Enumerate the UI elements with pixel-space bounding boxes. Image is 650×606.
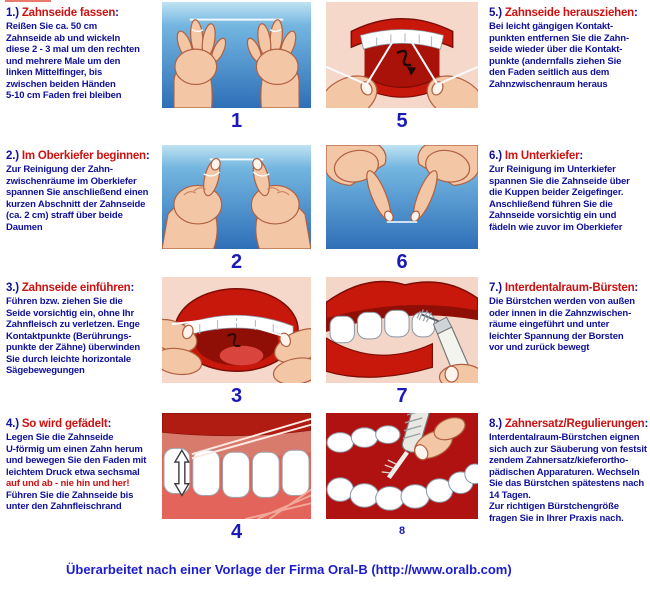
step-7-instructions: [480, 275, 650, 411]
figure-panel-7: [318, 275, 480, 411]
step-number: 5.): [489, 7, 502, 19]
step-number: 8.): [489, 418, 502, 430]
step-5-instructions: [480, 0, 650, 143]
step-title: Im Unterkiefer: [504, 150, 580, 162]
figure-number: 2: [230, 251, 243, 273]
instruction-line: Zur Reinigung der Zahn-: [6, 164, 113, 175]
instruction-line: 14 Tagen.: [489, 489, 531, 501]
figure-number: 8: [398, 525, 406, 537]
instruction-line: unter den Zahnfleischrand: [6, 501, 122, 512]
hands-floss-wrapped-illustration: [162, 2, 311, 108]
step-number: 4.): [6, 418, 19, 430]
instruction-line: fädeln wie zuvor im Oberkiefer: [489, 221, 623, 233]
step-8-instructions: [480, 411, 650, 556]
tooth-floss-updown-arrow-illustration: [162, 413, 311, 519]
figure-number: 5: [396, 110, 408, 132]
step-title: Zahnersatz/Regulierungen: [504, 418, 645, 430]
instruction-line: vor und zurück bewegt: [489, 342, 590, 353]
figure-number: 4: [230, 521, 243, 543]
step-1-instructions: [0, 0, 160, 143]
figure-panel-3: [160, 275, 318, 411]
instruction-line: zwischen beiden Händen: [6, 78, 116, 90]
instruction-line: zendem Zahnersatz/kieferortho-: [489, 455, 629, 466]
instruction-line: Führen bzw. ziehen Sie die: [6, 296, 123, 307]
instruction-line: Legen Sie die Zahnseide: [6, 432, 114, 443]
instruction-line: Interdentalraum-Bürstchen eignen: [489, 432, 640, 443]
step-2-heading: 2.) Im Oberkiefer beginnen:: [6, 150, 150, 162]
step-4-instructions: [0, 411, 160, 556]
instruction-line: Zur Reinigung im Unterkiefer: [489, 164, 616, 175]
tongue: [220, 346, 264, 366]
instruction-line: punkte der Zähne) überwinden: [6, 342, 141, 353]
instruction-line: sich auch zur Säuberung von festsit: [489, 443, 647, 455]
step-6-heading: 6.) Im Unterkiefer:: [489, 150, 584, 162]
instruction-line: leichtem Druck etwa sechsmal: [6, 466, 140, 478]
step-title: Zahnseide fassen: [21, 7, 116, 19]
instruction-line: Zur richtigen Bürstchengröße: [489, 501, 619, 512]
instruction-line: zwischenräume im Oberkiefer: [6, 175, 137, 187]
instruction-line: Die Bürstchen werden von außen: [489, 296, 635, 307]
instruction-line: 5-10 cm Faden frei bleiben: [6, 90, 122, 101]
figure-panel-1: [160, 0, 318, 143]
instruction-line: und bewegen Sie den Faden mit: [6, 455, 147, 466]
figure-number: 6: [396, 251, 408, 273]
step-7-heading: 7.) Interdentalraum-Bürsten:: [489, 282, 639, 294]
thumbs-floss-stretched-illustration: [162, 145, 311, 249]
instruction-line: oder innen in die Zahnzwischen-: [489, 307, 632, 319]
step-3-heading: 3.) Zahnseide einführen:: [6, 282, 135, 294]
step-title: Interdentalraum-Bürsten: [504, 282, 635, 294]
instruction-line: räume eingeführt und unter: [489, 319, 610, 330]
step-number: 2.): [6, 150, 19, 162]
step-number: 7.): [489, 282, 502, 294]
step-title: Im Oberkiefer beginnen: [21, 150, 146, 162]
step-1-heading: 1.) Zahnseide fassen:: [6, 7, 119, 19]
step-title: Zahnseide einführen: [21, 282, 131, 294]
instruction-line: Zahnseide ab und wickeln: [6, 32, 121, 44]
instruction-line: spannen Sie die Zahnseide über: [489, 175, 630, 187]
instruction-line: seide wieder über die Kontakt-: [489, 44, 623, 55]
instruction-line: Daumen: [6, 221, 43, 233]
instruction-line: kurzen Abschnitt der Zahnseide: [6, 198, 146, 210]
figure-panel-6: [318, 143, 480, 275]
instruction-line: diese 2 - 3 mal um den rechten: [6, 44, 140, 55]
figure-number: 7: [396, 385, 408, 407]
step-title: Zahnseide herausziehen: [504, 7, 634, 19]
step-4-heading: 4.) So wird gefädelt:: [6, 418, 112, 430]
instruction-line: Seide vorsichtig ein, ohne Ihr: [6, 307, 134, 319]
instruction-line: Reißen Sie ca. 50 cm: [6, 21, 97, 32]
instruction-line: Anschließend führen Sie die: [489, 198, 613, 210]
figure-number: 3: [230, 385, 243, 407]
instruction-line: U-förmig um einen Zahn herum: [6, 443, 143, 455]
attribution-footer: Überarbeitet nach einer Vorlage der Firma Oral-B (http://www.oralb.com): [66, 562, 512, 577]
instruction-line: Kontaktpunkte (Berührungs-: [6, 330, 132, 342]
instruction-line: Sägebewegungen: [6, 365, 85, 376]
instruction-line: Sie das Bürstchen spätestens nach: [489, 478, 645, 489]
instruction-line: und mehrere Male um den: [6, 55, 121, 67]
instruction-line: linken Mittelfinger, bis: [6, 67, 103, 78]
instruction-line: spannen Sie anschließend einen: [6, 187, 149, 198]
instruction-line: Sie durch leichte horizontale: [6, 353, 131, 365]
step-number: 3.): [6, 282, 19, 294]
instruction-line: Zahnfleisch zu verletzen. Enge: [6, 319, 140, 330]
step-number: 6.): [489, 150, 502, 162]
instruction-line: leichter Spannung der Borsten: [489, 330, 624, 342]
step-6-instructions: [480, 143, 650, 275]
instruction-line: den Faden seitlich aus dem: [489, 67, 610, 78]
corner-mark: [5, 0, 51, 2]
index-fingers-floss-illustration: [326, 145, 478, 249]
figure-panel-2: [160, 143, 318, 275]
instruction-line-warning: auf und ab - nie hin und her!: [6, 478, 130, 489]
instruction-line: (ca. 2 cm) straff über beide: [6, 210, 123, 221]
instruction-line: Zahnseide vorsichtig ein und: [489, 210, 617, 221]
floss-inserting-upper-teeth-illustration: [162, 277, 311, 383]
figure-panel-4: [160, 411, 318, 556]
step-2-instructions: [0, 143, 160, 275]
interdental-brush-denture-illustration: [326, 413, 478, 519]
figure-number: 1: [230, 110, 243, 132]
instruction-line: pädischen Apparaturen. Wechseln: [489, 466, 640, 478]
instruction-line: Zahnzwischenraum heraus: [489, 78, 608, 90]
instruction-line: punkte (andernfalls ziehen Sie: [489, 55, 622, 67]
interdental-brush-mouth-illustration: [326, 277, 478, 383]
step-8-heading: 8.) Zahnersatz/Regulierungen:: [489, 418, 649, 430]
floss-removal-mouth-illustration: [326, 2, 478, 108]
instruction-line: Bei leicht gängigen Kontakt-: [489, 21, 614, 32]
instruction-line: fragen Sie in Ihrer Praxis nach.: [489, 512, 624, 524]
step-3-instructions: [0, 275, 160, 411]
instruction-line: die Kuppen beider Zeigefinger.: [489, 187, 624, 198]
step-5-heading: 5.) Zahnseide herausziehen:: [489, 7, 638, 19]
instruction-line: punkten entfernen Sie die Zahn-: [489, 32, 629, 44]
step-title: So wird gefädelt: [21, 418, 108, 430]
instruction-line: Führen Sie die Zahnseide bis: [6, 489, 134, 501]
figure-panel-5: [318, 0, 480, 143]
figure-panel-8: [318, 411, 480, 556]
step-number: 1.): [6, 7, 19, 19]
